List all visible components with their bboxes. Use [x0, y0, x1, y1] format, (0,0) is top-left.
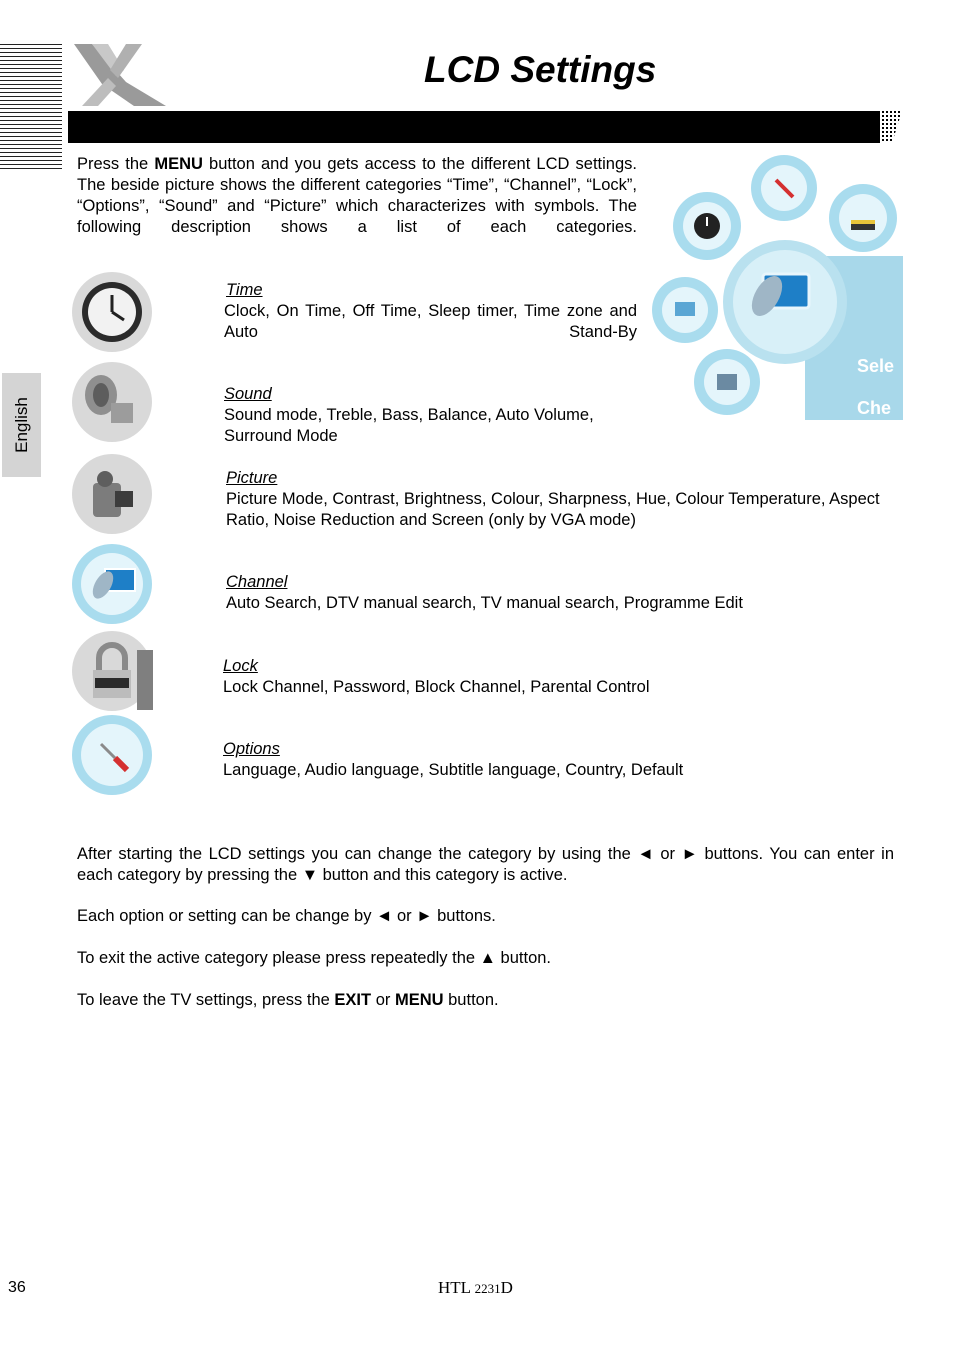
- language-tab: [2, 373, 41, 477]
- speaker-icon: [71, 361, 153, 443]
- menu-screenshot-line-1: Sele: [857, 356, 895, 376]
- category-time: [224, 280, 637, 364]
- body-paragraph-change: Each option or setting can be change by ◄ or ► buttons.: [77, 907, 496, 925]
- category-sound-title: Sound: [224, 385, 272, 403]
- clock-icon: [71, 271, 153, 353]
- category-time-title: Time: [226, 281, 263, 299]
- screwdriver-icon: [71, 714, 153, 796]
- header-stripes: [0, 44, 62, 172]
- title-band: [68, 111, 880, 143]
- category-sound: [224, 384, 644, 447]
- category-options-title: Options: [223, 740, 280, 758]
- category-lock: [223, 656, 895, 698]
- padlock-icon: [71, 630, 153, 712]
- menu-screenshot: [645, 150, 903, 420]
- tv-icon: [71, 543, 153, 625]
- body-paragraph-exit: To exit the active category please press repeatedly the ▲ button.: [77, 949, 552, 967]
- band-dot-pattern: [862, 111, 902, 143]
- category-channel-description: Auto Search, DTV manual search, TV manual search, Programme Edit: [226, 594, 743, 612]
- language-tab-label: English: [12, 397, 31, 453]
- category-lock-title: Lock: [223, 657, 258, 675]
- category-options-description: Language, Audio language, Subtitle language, Country, Default: [223, 761, 684, 779]
- model-name: HTL 2231D: [438, 1278, 513, 1297]
- category-picture-description: Picture Mode, Contrast, Brightness, Colour, Sharpness, Hue, Colour Temperature, Aspect Ratio, Noise Reduction and Screen (only by VGA mode): [226, 490, 880, 529]
- page-number: 36: [8, 1279, 26, 1296]
- category-picture: [226, 468, 898, 531]
- category-time-description: Clock, On Time, Off Time, Sleep timer, Time zone and Auto Stand-By: [224, 302, 637, 341]
- intro-paragraph: Press the MENU button and you gets access to the different LCD settings. The beside picture shows the different categories “Time”, “Channel”, “Lock”, “Options”, “Sound” and “Picture” which characterizes with symbols. The following description shows a list of each categories.: [77, 155, 637, 236]
- category-options: [223, 739, 895, 781]
- body-paragraph-leave: To leave the TV settings, press the EXIT or MENU button.: [77, 991, 499, 1009]
- category-picture-title: Picture: [226, 469, 278, 487]
- brand-logo: [68, 40, 172, 112]
- page-title: LCD Settings: [424, 49, 657, 90]
- category-channel: [226, 572, 898, 614]
- category-sound-description: Sound mode, Treble, Bass, Balance, Auto Volume, Surround Mode: [224, 406, 594, 445]
- category-channel-title: Channel: [226, 573, 288, 591]
- menu-screenshot-line-2: Che: [857, 398, 892, 418]
- camera-icon: [71, 453, 153, 535]
- body-paragraph-navigation: After starting the LCD settings you can change the category by using the ◄ or ► buttons. You can enter in each category by pressing the ▼ button and this category is active.: [77, 845, 894, 884]
- category-lock-description: Lock Channel, Password, Block Channel, Parental Control: [223, 678, 650, 696]
